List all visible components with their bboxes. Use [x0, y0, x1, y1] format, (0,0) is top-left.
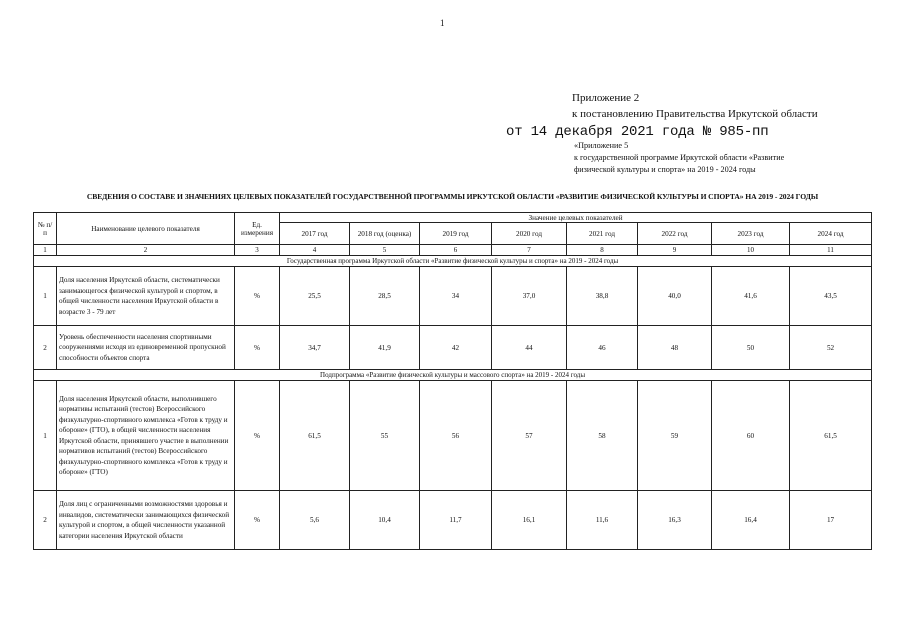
- column-number: 7: [492, 245, 567, 256]
- value-cell: 11,7: [420, 491, 492, 550]
- value-cell: 34: [420, 267, 492, 326]
- column-number: 6: [420, 245, 492, 256]
- section-header-program: Государственная программа Иркутской области «Развитие физической культуры и спорта» на 2019 - 2024 годы: [34, 256, 872, 267]
- unit-cell: %: [235, 326, 280, 370]
- value-cell: 34,7: [280, 326, 350, 370]
- column-number: 1: [34, 245, 57, 256]
- value-cell: 60: [712, 381, 790, 491]
- value-cell: 25,5: [280, 267, 350, 326]
- year-header: 2020 год: [492, 223, 567, 245]
- col-header-name: Наименование целевого показателя: [57, 213, 235, 245]
- year-header: 2023 год: [712, 223, 790, 245]
- year-header: 2019 год: [420, 223, 492, 245]
- column-number: 11: [790, 245, 872, 256]
- document-title: СВЕДЕНИЯ О СОСТАВЕ И ЗНАЧЕНИЯХ ЦЕЛЕВЫХ ПОКАЗАТЕЛЕЙ ГОСУДАРСТВЕННОЙ ПРОГРАММЫ ИРКУТСКОЙ ОБЛАСТИ «РАЗВИТИЕ ФИЗИЧЕСКОЙ КУЛЬТУРЫ И СПОРТА» НА 2019 - 2024 ГОДЫ: [86, 192, 819, 201]
- unit-cell: %: [235, 267, 280, 326]
- column-number: 8: [567, 245, 638, 256]
- value-cell: 46: [567, 326, 638, 370]
- value-cell: 41,6: [712, 267, 790, 326]
- year-header: 2021 год: [567, 223, 638, 245]
- table-row: [34, 491, 872, 550]
- resolution-reference: к постановлению Правительства Иркутской области: [572, 108, 818, 120]
- value-cell: 59: [638, 381, 712, 491]
- indicator-name: Доля населения Иркутской области, выполнившего нормативы испытаний (тестов) Всероссийского физкультурно-спортивного комплекса «Готов к труду и обороне» (ГТО), в общей численности населения Иркутской области, принявшего участие в выполнении нормативов испытаний (тестов) Всероссийского физкультурно-спортивного комплекса «Готов к труду и обороне» (ГТО): [57, 381, 235, 491]
- value-cell: 57: [492, 381, 567, 491]
- appendix-label: Приложение 2: [572, 92, 640, 104]
- row-number: 1: [34, 381, 57, 491]
- unit-cell: %: [235, 491, 280, 550]
- value-cell: 37,0: [492, 267, 567, 326]
- indicator-name: Доля населения Иркутской области, систематически занимающегося физической культурой и спортом, в общей численности населения Иркутской области в возрасте 3 - 79 лет: [57, 267, 235, 326]
- value-cell: 56: [420, 381, 492, 491]
- value-cell: 52: [790, 326, 872, 370]
- year-header: 2024 год: [790, 223, 872, 245]
- row-number: 1: [34, 267, 57, 326]
- column-number: 5: [350, 245, 420, 256]
- col-header-values: Значение целевых показателей: [280, 213, 872, 223]
- column-number: 2: [57, 245, 235, 256]
- value-cell: 11,6: [567, 491, 638, 550]
- year-header: 2017 год: [280, 223, 350, 245]
- value-cell: 61,5: [280, 381, 350, 491]
- table-row: [34, 381, 872, 491]
- value-cell: 5,6: [280, 491, 350, 550]
- value-cell: 43,5: [790, 267, 872, 326]
- appendix5-label: «Приложение 5: [574, 141, 629, 150]
- column-number: 3: [235, 245, 280, 256]
- value-cell: 55: [350, 381, 420, 491]
- value-cell: 10,4: [350, 491, 420, 550]
- value-cell: 17: [790, 491, 872, 550]
- value-cell: 28,5: [350, 267, 420, 326]
- value-cell: 58: [567, 381, 638, 491]
- value-cell: 50: [712, 326, 790, 370]
- value-cell: 48: [638, 326, 712, 370]
- unit-cell: %: [235, 381, 280, 491]
- table-row: [34, 267, 872, 326]
- value-cell: 16,1: [492, 491, 567, 550]
- page-number: 1: [440, 18, 445, 28]
- indicator-name: Уровень обеспеченности населения спортивными сооружениями исходя из единовременной пропускной способности объектов спорта: [57, 326, 235, 370]
- table-row: [34, 326, 872, 370]
- value-cell: 42: [420, 326, 492, 370]
- value-cell: 44: [492, 326, 567, 370]
- row-number: 2: [34, 491, 57, 550]
- value-cell: 16,3: [638, 491, 712, 550]
- column-number: 9: [638, 245, 712, 256]
- year-header: 2018 год (оценка): [350, 223, 420, 245]
- value-cell: 61,5: [790, 381, 872, 491]
- value-cell: 16,4: [712, 491, 790, 550]
- program-reference-line1: к государственной программе Иркутской области «Развитие: [574, 153, 785, 162]
- row-number: 2: [34, 326, 57, 370]
- value-cell: 40,0: [638, 267, 712, 326]
- section-header-subprogram: Подпрограмма «Развитие физической культуры и массового спорта» на 2019 - 2024 годы: [34, 370, 872, 381]
- value-cell: 38,8: [567, 267, 638, 326]
- value-cell: 41,9: [350, 326, 420, 370]
- resolution-date-stamp: от 14 декабря 2021 года № 985-пп: [506, 124, 769, 140]
- column-number: 4: [280, 245, 350, 256]
- indicators-table: [33, 212, 872, 550]
- column-number: 10: [712, 245, 790, 256]
- indicator-name: Доля лиц с ограниченными возможностями здоровья и инвалидов, систематически занимающихся физической культурой и спортом, в общей численности указанной категории населения Иркутской области: [57, 491, 235, 550]
- program-reference-line2: физической культуры и спорта» на 2019 - 2024 годы: [574, 165, 756, 174]
- col-header-unit: Ед. измерения: [235, 213, 280, 245]
- col-header-number: № п/п: [34, 213, 57, 245]
- year-header: 2022 год: [638, 223, 712, 245]
